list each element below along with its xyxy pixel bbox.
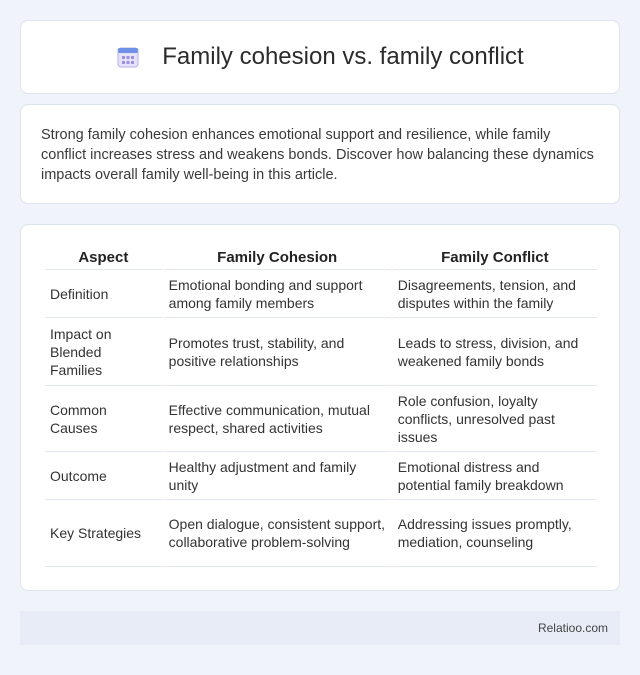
table-cell-cohesion: Effective communication, mutual respect, shared activities <box>164 386 391 452</box>
table-cell-aspect: Key Strategies <box>45 500 162 567</box>
header-aspect: Aspect <box>45 243 162 270</box>
table-cell-cohesion: Healthy adjustment and family unity <box>164 452 391 500</box>
table-row <box>45 452 597 500</box>
table-row <box>45 386 597 452</box>
table-cell-aspect: Outcome <box>45 452 162 500</box>
table-row <box>45 500 597 567</box>
intro-card <box>20 104 620 204</box>
table-cell-cohesion: Open dialogue, consistent support, collaborative problem-solving <box>164 500 391 567</box>
title-card <box>20 20 620 94</box>
table-cell-cohesion: Emotional bonding and support among family members <box>164 270 391 318</box>
calendar-icon <box>116 45 140 69</box>
header-family-conflict: Family Conflict <box>393 243 597 270</box>
footer <box>20 611 620 645</box>
header-family-cohesion: Family Cohesion <box>164 243 391 270</box>
table-cell-aspect: Definition <box>45 270 162 318</box>
table-cell-conflict: Addressing issues promptly, mediation, counseling <box>393 500 597 567</box>
table-cell-aspect: Impact on Blended Families <box>45 318 162 386</box>
table-cell-aspect: Common Causes <box>45 386 162 452</box>
table-header-row <box>45 243 597 270</box>
footer-brand[interactable]: Relatioo.com <box>537 621 608 635</box>
table-cell-conflict: Role confusion, loyalty conflicts, unresolved past issues <box>393 386 597 452</box>
table-row <box>45 270 597 318</box>
intro-paragraph: Strong family cohesion enhances emotional support and resilience, while family conflict increases stress and weakens bonds. Discover how balancing these dynamics impacts overall family well-being in this article. <box>41 127 594 183</box>
comparison-table <box>43 243 599 567</box>
table-cell-cohesion: Promotes trust, stability, and positive relationships <box>164 318 391 386</box>
table-cell-conflict: Disagreements, tension, and disputes within the family <box>393 270 597 318</box>
table-row <box>45 318 597 386</box>
comparison-card <box>20 224 620 591</box>
table-cell-conflict: Emotional distress and potential family breakdown <box>393 452 597 500</box>
page-title: Family cohesion vs. family conflict <box>162 43 524 70</box>
table-cell-conflict: Leads to stress, division, and weakened family bonds <box>393 318 597 386</box>
